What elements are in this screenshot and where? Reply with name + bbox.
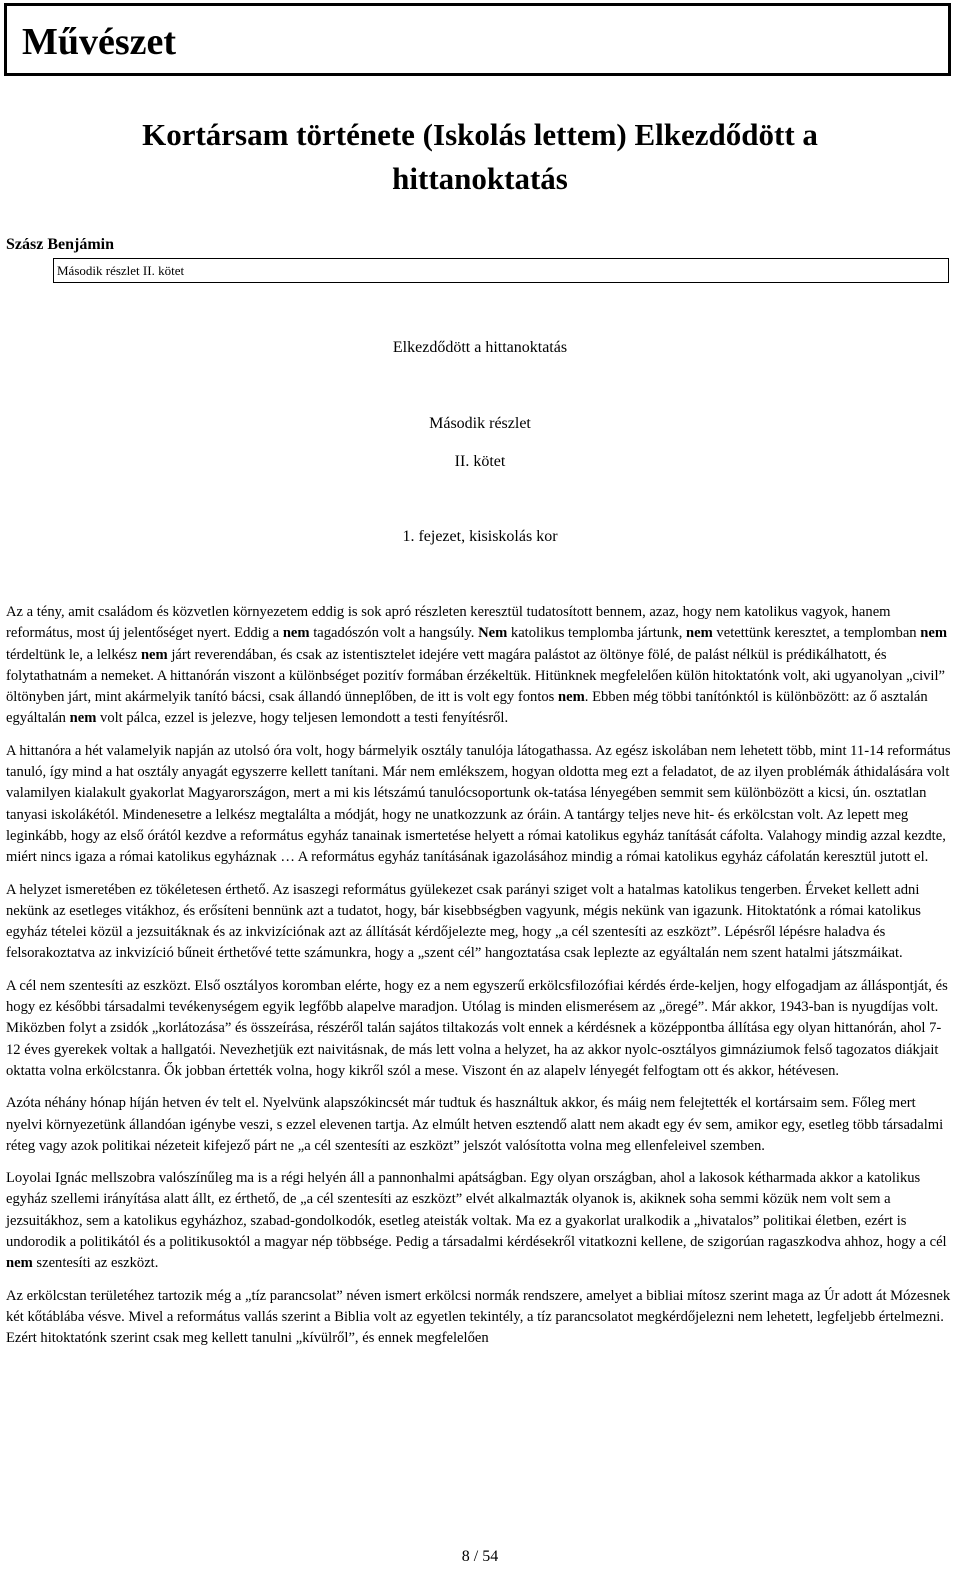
emphasis-text: nem [686,625,713,642]
document-title: Kortársam története (Iskolás lettem) Elkezdődött a hittanoktatás [142,117,818,196]
emphasis-text: nem [920,625,948,642]
volume-heading: II. kötet [454,453,506,470]
section-header [4,3,951,76]
page-number: 8 / 54 [461,1548,499,1565]
paragraph: Azóta néhány hónap híján hetven év telt el. Nyelvünk alapszókincsét már tudtuk és használtuk akkor, és máig nem felejtették el kortársaim sem. Főleg mert nyelvi környezetünk állandóan igénybe veszi, s ezzel elevenen tartja. Az elmúlt hetven esztendő alatt nem akadt egy év sem, amikor egy, esetleg több társadalmi réteg vagy azok politikai nézeteit kifejező párt ne „a cél szentesíti az eszközt” jelszót valósította volna meg ellenfeleivel szemben. [6,1095,944,1154]
body-text [6,602,952,1361]
chapter-heading: 1. fejezet, kisiskolás kor [402,528,558,545]
paragraph: Az a tény, amit családom és közvetlen környezetem eddig is sok apró részleten keresztül tudatosított bennem, azaz, hogy nem katolikus vagyok, hanem református, most új jelentőséget nyert. Eddig a nem tagadószón volt a hangsúly. Nem katolikus templomba jártunk, nem vetettünk keresztet, a templomban nem térdeltünk le, a lelkész nem járt reverendában, és csak az istentisztelet idejére vett magára palástot az öltönye fölé, de palást nélkül is prédikálhatott, és folytathatnám a nemeket. A hittanórán viszont a különbséget pozitív formában érzékeltük. Hitünknek megfelelően külön hitoktatónk volt, aki ugyanolyan „civil” öltönyben járt, mint akármelyik tanító bácsi, csak állandó ünneplőben, de itt is volt egy fontos nem. Ebben még többi tanítónktól is különbözött: az ő asztalán egyáltalán nem volt pálca, ezzel is jelezve, hogy teljesen lemondott a testi fenyítésről. [6,604,948,727]
emphasis-text: nem [558,689,585,706]
subtitle-box: Második részlet II. kötet [53,258,949,283]
emphasis-text: nem [140,646,168,663]
paragraph: A helyzet ismeretében ez tökéletesen érthető. Az isaszegi református gyülekezet csak parányi sziget volt a hatalmas katolikus tengerben. Érveket kellett adni nekünk az esetleges vitákhoz, és erősíteni bennünk azt a tudatot, hogy, bár kisebbségben vagyunk, mégis nekünk van igazunk. Hitoktatónk a római katolikus egyház tételei közül a jezsuitáknak és az inkvizíciónak azt az állítását kérdőjelezte meg, hogy „a cél szentesíti az eszközt”. Lépésről lépésre haladva és felsorakoztatva az inkvizíció bűneit érthetővé tette számunkra, hogy a „szent cél” hangoztatása csak leplezte az egyáltalán nem szent hatalmi játszmáikat. [6,881,921,962]
paragraph: A hittanóra a hét valamelyik napján az utolsó óra volt, hogy bármelyik osztály tanulója látogathassa. Az egész iskolában nem lehetett több, mint 11-14 református tanuló, így mind a hat osztály anyagát egyszerre kellett tanítani. Már nem emlékszem, hogyan oldotta meg ezt a feladatot, de az ilyen problémák áthidalására volt valamilyen kialakult gyakorlat Magyarországon, mert a mi kis létszámú tanulócsoportunk ok-tatása lényegében semmit sem különbözött a kicsi, ún. osztatlan tanyasi iskolákétól. Mindenesetre a lelkész megtalálta a módját, hogy ne unatkozzunk az óráin. A tantárgy teljes neve hit- és erkölcstan volt. Az lepett meg leginkább, hogy az első órától kezdve a református egyház tanainak ismertetése helyett a római katolikus egyház tanítását cáfolta. Valahogy mindig azzal kezdte, miért nincs igaza a római katolikus egyháznak … A református egyház tanításának igazolásához mindig a római katolikus egyház cáfolatán keresztül jutott el. [6,742,951,866]
part-heading: Második részlet [429,415,531,432]
author-name: Szász Benjámin [6,236,114,253]
emphasis-text: nem [69,710,97,727]
emphasis-text: nem [6,1255,33,1272]
section-title: Művészet [22,21,177,63]
paragraph: A cél nem szentesíti az eszközt. Első osztályos koromban elérte, hogy ez a nem egyszerű erkölcsfilozófiai kérdés érde-keljen, hogy elfogadjam az álláspontját, és hogy ez későbbi társadalmi tevékenységem egyik legfőbb alapelve maradjon. Utólag is minden elismerésem az „öregé”. Már akkor, 1943-ban is nyugdíjas volt. Miközben folyt a zsidók „korlátozása” és összeírása, részéről talán sajátos tiltakozás volt ennek a kérdésnek a középpontba állítása egy olyan hittanórán, ahol 7-12 éves gyerekek voltak a hallgatói. Nevezhetjük ezt naivitásnak, de más lett volna a helyzet, ha az akkor nyolc-osztályos gimnáziumok felső tagozatos diákjait oktatta volna erkölcstanra. Ők jobban értették volna, hogy kikről szól a mese. Viszont én az alapelv lényegét felfogtam ott és akkor, hétévesen. [6,977,948,1079]
emphasis-text: nem [282,625,310,642]
paragraph: Az erkölcstan területéhez tartozik még a „tíz parancsolat” néven ismert erkölcsi normák rendszere, amelyet a bibliai mítosz szerint maga az Úr adott át Mózesnek két kőtáblába vésve. Mivel a református vallás szerint a Biblia volt az egyetlen tekintély, a tíz parancsolatot megkérdőjelezni nem lehetett, legfeljebb értelmezni. Ezért hitoktatónk szerint csak meg kellett tanulni „kívülről”, és ennek megfelelően [6,1287,951,1347]
paragraph: Loyolai Ignác mellszobra valószínűleg ma is a régi helyén áll a pannonhalmi apátságban. Egy olyan országban, ahol a lakosok kétharmada akkor a katolikus egyház szellemi irányítása alatt állt, ez érthető, de „a cél szentesíti az eszközt” elvét alkalmazták olyanok is, akiknek soha semmi közük nem volt sem a jezsuitákhoz, sem a katolikus egyházhoz, szabad-gondolkodók, esetleg ateisták voltak. Ma ez a gyakorlat uralkodik a „hivatalos” politikai életben, ezért is undorodik a politikától és a politikusoktól a magyar nép többsége. Pedig a társadalmi kérdésekről vitatkozni kellene, de szigorúan ragaszkodva ahhoz, hogy a cél nem szentesíti az eszközt. [6,1170,947,1272]
emphasis-text: Nem [478,625,508,642]
main-heading: Elkezdődött a hittanoktatás [392,339,568,356]
